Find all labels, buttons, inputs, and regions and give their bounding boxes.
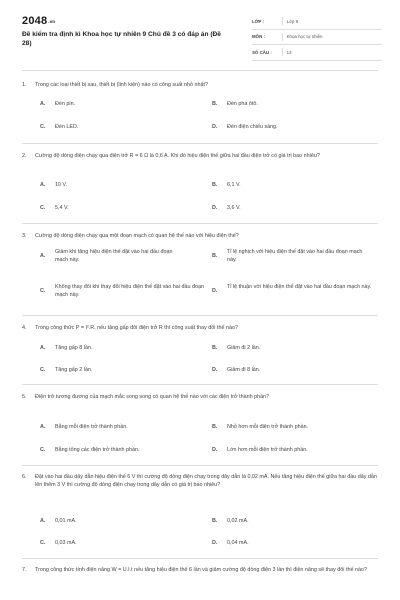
meta-label: MÔN : bbox=[252, 34, 265, 40]
question-number: 2. bbox=[22, 153, 27, 159]
question-1-option-d[interactable] bbox=[212, 123, 372, 131]
question-5-option-c[interactable] bbox=[40, 446, 205, 454]
exam-title: Đề kiểm tra định kì Khoa học tự nhiên 9 Chủ đề 3 có đáp án (Đề 28) bbox=[22, 31, 221, 48]
question-number: 1. bbox=[22, 82, 27, 88]
question-1-option-b[interactable] bbox=[212, 100, 372, 108]
question-1-text bbox=[22, 81, 378, 89]
meta-label: LỚP : bbox=[252, 18, 264, 24]
option-text: 10 V. bbox=[55, 182, 68, 188]
option-text: Đèn pha ôtô. bbox=[227, 101, 258, 107]
exam-meta-table bbox=[252, 14, 382, 61]
question-1-option-c[interactable] bbox=[40, 123, 200, 131]
option-text: Tỉ lệ nghịch với hiệu điện thế đặt vào hai đầu đoạn mạch này. bbox=[227, 249, 363, 263]
meta-value: Lớp 9 bbox=[286, 18, 299, 24]
option-letter: B. bbox=[212, 101, 218, 107]
option-letter: B. bbox=[212, 253, 218, 259]
meta-value: 13 bbox=[286, 49, 292, 55]
meta-value: Khoa học tự nhiên bbox=[286, 34, 323, 40]
option-letter: C. bbox=[40, 124, 46, 130]
option-letter: D. bbox=[212, 540, 218, 546]
question-divider bbox=[22, 223, 378, 224]
option-letter: B. bbox=[212, 345, 218, 351]
question-number: 3. bbox=[22, 233, 27, 239]
meta-separator bbox=[282, 33, 283, 41]
meta-row-subject bbox=[252, 30, 382, 46]
logo-text: 2048 bbox=[22, 15, 48, 27]
option-letter: A. bbox=[40, 345, 46, 351]
option-text: 0,03 mA. bbox=[55, 540, 77, 546]
question-divider bbox=[22, 315, 378, 316]
option-letter: B. bbox=[212, 424, 218, 430]
site-logo[interactable] bbox=[22, 15, 55, 27]
option-text: Đèn điện chiếu sáng. bbox=[227, 124, 278, 130]
question-6-option-b[interactable] bbox=[212, 517, 372, 525]
option-text: Không thay đổi khi thay đổi hiệu điện thế đặt vào hai đầu đoạn mạch này. bbox=[55, 284, 204, 298]
question-4-option-d[interactable] bbox=[212, 366, 372, 374]
meta-label: SỐ CÂU : bbox=[252, 49, 272, 55]
page-header bbox=[0, 0, 400, 62]
question-body: Trong công thức tính điện năng W = U.I.t nếu tăng hiệu điện thế 6 lần và giảm cường độ dòng điện 3 lần thì điện năng sẽ thay đổi thế nào? bbox=[35, 567, 367, 573]
option-text: 5,4 V. bbox=[55, 205, 69, 211]
option-letter: D. bbox=[212, 205, 218, 211]
question-3-option-a[interactable] bbox=[40, 248, 185, 264]
option-letter: D. bbox=[212, 367, 218, 373]
option-text: Giảm đi 8 lần. bbox=[227, 367, 261, 373]
question-body: Trong công thức P = I².R, nếu tăng gấp đôi điện trở R thì công suất thay đổi thế nào? bbox=[35, 325, 238, 331]
option-letter: A. bbox=[40, 253, 46, 259]
option-letter: B. bbox=[212, 182, 218, 188]
option-text: Giảm khi tăng hiệu điện thế đặt vào hai đầu đoạn mạch này. bbox=[55, 249, 173, 263]
question-divider bbox=[22, 558, 378, 559]
option-text: Nhỏ hơn mỗi điện trở thành phần. bbox=[227, 424, 309, 430]
option-letter: C. bbox=[40, 447, 46, 453]
option-letter: A. bbox=[40, 182, 46, 188]
question-5-text bbox=[22, 393, 378, 401]
question-4-option-b[interactable] bbox=[212, 344, 372, 352]
question-5-option-b[interactable] bbox=[212, 423, 372, 431]
option-letter: D. bbox=[212, 124, 218, 130]
question-divider bbox=[22, 143, 378, 144]
question-2-option-b[interactable] bbox=[212, 181, 372, 189]
option-text: Giảm đi 2 lần. bbox=[227, 345, 261, 351]
question-number: 6. bbox=[22, 474, 27, 480]
question-1-option-a[interactable] bbox=[40, 100, 200, 108]
question-3-text bbox=[22, 232, 378, 240]
option-text: 0,04 mA. bbox=[227, 540, 249, 546]
question-3-option-b[interactable] bbox=[212, 248, 372, 264]
question-6-option-a[interactable] bbox=[40, 517, 200, 525]
option-letter: C. bbox=[40, 367, 46, 373]
question-4-option-c[interactable] bbox=[40, 366, 200, 374]
question-divider bbox=[22, 384, 378, 385]
question-6-option-d[interactable] bbox=[212, 539, 372, 547]
meta-row-class bbox=[252, 14, 382, 30]
option-text: 6,1 V. bbox=[227, 182, 241, 188]
question-body: Trong các loại thiết bị sau, thiết bị (linh kiện) nào có công suất nhỏ nhất? bbox=[35, 82, 209, 88]
question-number: 7. bbox=[22, 567, 27, 573]
option-text: Tỉ lệ thuận với hiệu điện thế đặt vào hai đầu đoạn mạch này. bbox=[227, 284, 372, 290]
question-2-option-c[interactable] bbox=[40, 204, 200, 212]
option-letter: D. bbox=[212, 288, 218, 294]
option-text: Bằng tổng các điện trở thành phần. bbox=[55, 447, 140, 453]
meta-row-question-count bbox=[252, 45, 382, 61]
option-text: Lớn hơn mỗi điện trở thành phần. bbox=[227, 447, 308, 453]
question-body: Cường độ dòng điện chạy qua một đoạn mạch có quan hệ thế nào với hiệu điện thế? bbox=[35, 233, 239, 239]
question-body: Cường độ dòng điện chạy qua điện trở R = 6 Ω là 0,6 A. Khi đó hiệu điện thế giữa hai đầu điện trở có giá trị bao nhiêu? bbox=[35, 153, 320, 159]
question-3-option-d[interactable] bbox=[212, 283, 372, 294]
question-5-option-a[interactable] bbox=[40, 423, 205, 431]
option-text: Tăng gấp 8 lần. bbox=[55, 345, 93, 351]
option-letter: C. bbox=[40, 288, 46, 294]
option-text: 0,01 mA. bbox=[55, 518, 77, 524]
question-4-text bbox=[22, 324, 378, 332]
question-3-option-c[interactable] bbox=[40, 283, 205, 299]
option-text: 3,6 V. bbox=[227, 205, 241, 211]
option-letter: C. bbox=[40, 540, 46, 546]
question-2-text bbox=[22, 152, 378, 160]
question-body: Đặt vào hai đầu dây dẫn hiệu điện thế 6 V thì cường độ dòng điện chạy trong dây dẫn là 0,02 mA. Nếu tăng hiệu điện thế giữa hai đầu dây dẫn lên thêm 3 V thì cường độ dòng điện chạy trong dây dẫn có giá trị bao nhiêu? bbox=[35, 474, 377, 489]
option-letter: D. bbox=[212, 447, 218, 453]
option-text: Bằng mỗi điện trở thành phần. bbox=[55, 424, 128, 430]
question-2-option-d[interactable] bbox=[212, 204, 372, 212]
meta-separator bbox=[282, 48, 283, 56]
option-text: Tăng gấp 2 lần. bbox=[55, 367, 93, 373]
question-5-option-d[interactable] bbox=[212, 446, 372, 454]
question-7-text bbox=[22, 566, 378, 574]
logo-suffix: .vn bbox=[48, 19, 56, 24]
question-6-text bbox=[22, 473, 378, 489]
question-2-option-a[interactable] bbox=[40, 181, 200, 189]
option-letter: B. bbox=[212, 518, 218, 524]
question-number: 4. bbox=[22, 325, 27, 331]
question-divider bbox=[22, 70, 378, 71]
option-letter: A. bbox=[40, 518, 46, 524]
question-6-option-c[interactable] bbox=[40, 539, 200, 547]
option-letter: A. bbox=[40, 101, 46, 107]
question-body: Điện trở tương đương của mạch mắc song song có quan hệ thế nào với các điện trở thành phần? bbox=[35, 394, 270, 400]
question-4-option-a[interactable] bbox=[40, 344, 200, 352]
option-text: 0,02 mA. bbox=[227, 518, 249, 524]
question-number: 5. bbox=[22, 394, 27, 400]
option-letter: C. bbox=[40, 205, 46, 211]
option-text: Đèn pin. bbox=[55, 101, 76, 107]
meta-separator bbox=[282, 17, 283, 25]
option-text: Đèn LED. bbox=[55, 124, 79, 130]
question-divider bbox=[22, 465, 378, 466]
option-letter: A. bbox=[40, 424, 46, 430]
